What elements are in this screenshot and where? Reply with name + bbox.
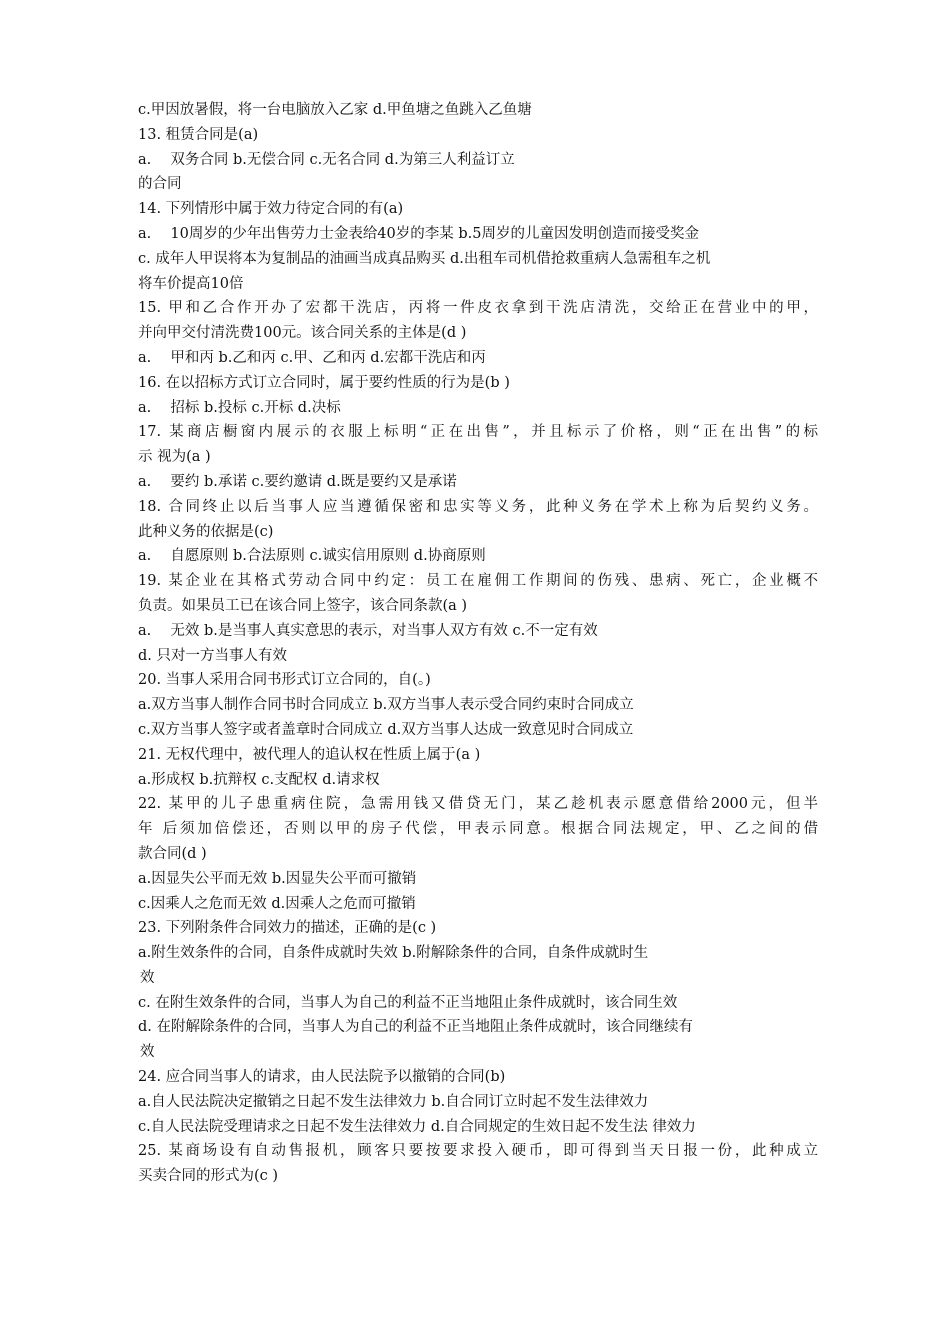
text-line: 效 xyxy=(140,969,155,986)
options-22: a.因显失公平而无效 b.因显失公平而可撤销 xyxy=(138,870,417,887)
options-23-c: c. 在附生效条件的合同，当事人为自己的利益不正当地阻止条件成就时，该合同生效 xyxy=(138,994,678,1011)
text-line: 的合同 xyxy=(138,176,182,193)
options-20-cont: c.双方当事人签字或者盖章时合同成立 d.双方当事人达成一致意见时合同成立 xyxy=(138,721,634,738)
text-line: 将车价提高10倍 xyxy=(138,275,244,292)
text-line: 示 视为(a ) xyxy=(138,449,211,466)
options-19-cont: d. 只对一方当事人有效 xyxy=(138,647,287,664)
options-14-cont: c. 成年人甲误将本为复制品的油画当成真品购买 d.出租车司机借抢救重病人急需租车之机 xyxy=(138,250,711,267)
options-15: a. 甲和丙 b.乙和丙 c.甲、乙和丙 d.宏都干洗店和丙 xyxy=(138,349,486,366)
text-line: 此种义务的依据是(c) xyxy=(138,523,274,540)
options-16: a. 招标 b.投标 c.开标 d.决标 xyxy=(138,399,341,416)
text-line: 款合同(d ) xyxy=(138,845,207,862)
question-13: 13. 租赁合同是(a) xyxy=(138,126,259,143)
question-21: 21. 无权代理中，被代理人的追认权在性质上属于(a ) xyxy=(138,746,481,763)
question-23: 23. 下列附条件合同效力的描述，正确的是(c ) xyxy=(138,920,437,937)
options-23: a.附生效条件的合同，自条件成就时失效 b.附解除条件的合同，自条件成就时生 xyxy=(138,945,649,962)
question-15: 15. 甲和乙合作开办了宏都干洗店，丙将一件皮衣拿到干洗店清洗，交给正在营业中的甲， xyxy=(138,300,818,317)
options-22-cont: c.因乘人之危而无效 d.因乘人之危而可撤销 xyxy=(138,895,416,912)
options-24: a.自人民法院决定撤销之日起不发生法律效力 b.自合同订立时起不发生法律效力 xyxy=(138,1093,649,1110)
question-25: 25. 某商场设有自动售报机，顾客只要按要求投入硬币，即可得到当天日报一份，此种成立 xyxy=(138,1143,818,1160)
question-18: 18. 合同终止以后当事人应当遵循保密和忠实等义务，此种义务在学术上称为后契约义务。 xyxy=(138,498,818,515)
options-20: a.双方当事人制作合同书时合同成立 b.双方当事人表示受合同约束时合同成立 xyxy=(138,697,634,714)
options-17: a. 要约 b.承诺 c.要约邀请 d.既是要约又是承诺 xyxy=(138,473,457,490)
text-line: 并向甲交付清洗费100元。该合同关系的主体是(d ) xyxy=(138,325,467,342)
question-16: 16. 在以招标方式订立合同时，属于要约性质的行为是(b ) xyxy=(138,374,510,391)
options-14: a. 10周岁的少年出售劳力士金表给40岁的李某 b.5周岁的儿童因发明创造而接受奖金 xyxy=(138,225,699,242)
text-line: 效 xyxy=(140,1044,155,1061)
question-19: 19. 某企业在其格式劳动合同中约定：员工在雇佣工作期间的伤残、患病、死亡，企业概不 xyxy=(138,573,818,590)
options-19: a. 无效 b.是当事人真实意思的表示，对当事人双方有效 c.不一定有效 xyxy=(138,622,598,639)
text-line: c.甲因放暑假，将一台电脑放入乙家 d.甲鱼塘之鱼跳入乙鱼塘 xyxy=(138,102,532,118)
text-line: 买卖合同的形式为(c ) xyxy=(138,1168,279,1185)
text-line: 年 后须加倍偿还，否则以甲的房子代偿，甲表示同意。根据合同法规定，甲、乙之间的借 xyxy=(138,821,818,838)
question-24: 24. 应合同当事人的请求，由人民法院予以撤销的合同(b) xyxy=(138,1069,506,1086)
text-line: 负责。如果员工已在该合同上签字，该合同条款(a ) xyxy=(138,597,468,614)
options-18: a. 自愿原则 b.合法原则 c.诚实信用原则 d.协商原则 xyxy=(138,548,486,565)
document-page xyxy=(138,98,818,1189)
question-14: 14. 下列情形中属于效力待定合同的有(a) xyxy=(138,201,404,218)
options-21: a.形成权 b.抗辩权 c.支配权 d.请求权 xyxy=(138,771,380,788)
options-13: a. 双务合同 b.无偿合同 c.无名合同 d.为第三人利益订立 xyxy=(138,151,515,168)
question-17: 17. 某商店橱窗内展示的衣服上标明“正在出售”，并且标示了价格，则“正在出售”的标 xyxy=(138,424,818,441)
question-20: 20. 当事人采用合同书形式订立合同的，自(。) xyxy=(138,672,431,689)
options-23-d: d. 在附解除条件的合同，当事人为自己的利益不正当地阻止条件成就时，该合同继续有 xyxy=(138,1019,693,1036)
options-24-cont: c.自人民法院受理请求之日起不发生法律效力 d.自合同规定的生效日起不发生法 律效力 xyxy=(138,1118,696,1135)
question-22: 22. 某甲的儿子患重病住院，急需用钱又借贷无门，某乙趁机表示愿意借给2000元，但半 xyxy=(138,796,818,813)
